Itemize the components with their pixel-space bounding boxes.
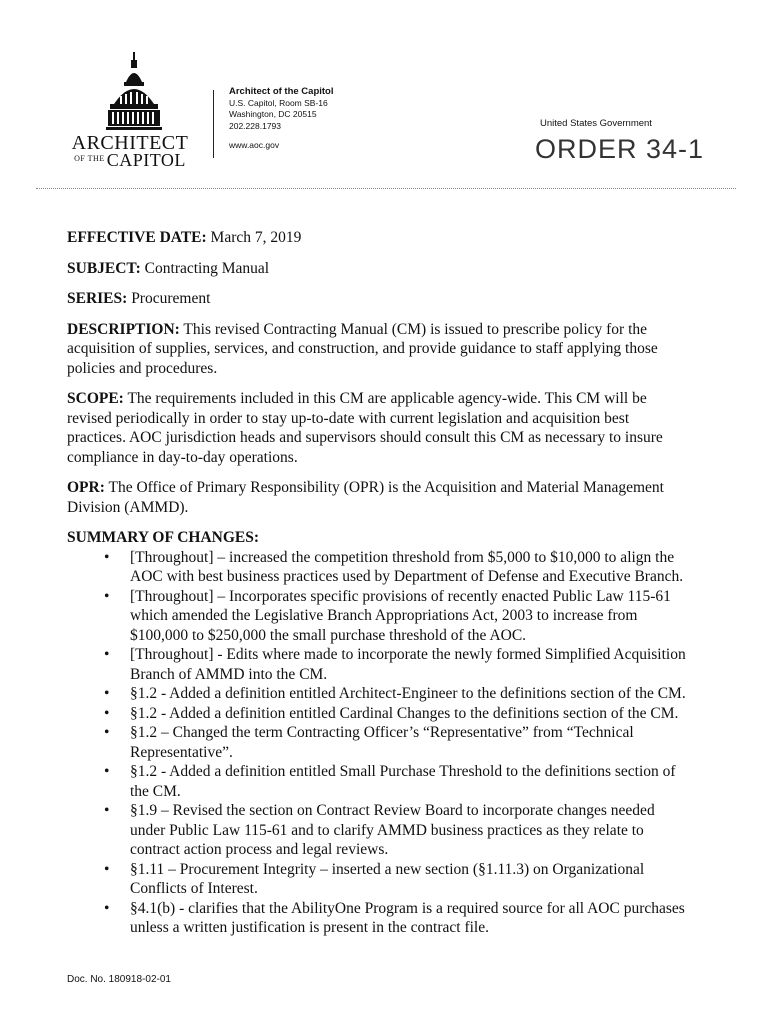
list-item-text: §1.11 – Procurement Integrity – inserted a new section (§1.11.3) on Organizational Conflicts of Interest.: [130, 860, 645, 897]
address-line2: Washington, DC 20515: [229, 109, 317, 119]
effective-date-value: March 7, 2019: [206, 229, 302, 246]
scope-value: The requirements included in this CM are applicable agency-wide. This CM will be revised periodically in order to stay up-to-date with current legislation and acquisition best practices. AOC jurisdiction heads and supervisors should consult this CM as necessary to insure compliance in day-to-day operations.: [67, 390, 663, 466]
list-item-text: [Throughout] - Edits where made to incorporate the newly formed Simplified Acquisition Branch of AMMD into the CM.: [130, 646, 686, 683]
description-label: DESCRIPTION:: [67, 320, 180, 338]
effective-date: [67, 228, 687, 248]
list-item: [67, 704, 687, 724]
bullet-icon: •: [104, 724, 110, 741]
list-item: [67, 684, 687, 704]
logo-text-capitol: [70, 150, 190, 171]
logo-text-of-the: OF THE: [74, 154, 105, 163]
opr-label: OPR:: [67, 479, 105, 496]
bullet-icon: •: [104, 802, 110, 819]
list-item-text: §1.9 – Revised the section on Contract Review Board to incorporate changes needed under Public Law 115-61 and to clarify AMMD business practices as they relate to contract action process and legal reviews.: [130, 802, 655, 858]
summary-list: [67, 548, 687, 938]
list-item: [67, 899, 687, 938]
opr: [67, 478, 687, 517]
header-rule: [36, 188, 736, 189]
description: [67, 320, 687, 379]
bullet-icon: •: [104, 646, 110, 663]
document-number: Doc. No. 180918-02-01: [67, 974, 171, 985]
subject-value: Contracting Manual: [140, 259, 270, 277]
bullet-icon: •: [104, 548, 110, 566]
summary-heading: SUMMARY OF CHANGES:: [67, 529, 260, 546]
bullet-icon: •: [104, 704, 110, 722]
bullet-icon: •: [104, 763, 110, 780]
order-number: ORDER 34-1: [535, 134, 705, 164]
list-item: [67, 801, 687, 860]
bullet-icon: •: [104, 899, 110, 917]
subject: [67, 259, 687, 279]
government-label: United States Government: [540, 118, 652, 129]
address-web: www.aoc.gov: [229, 140, 280, 150]
description-value: This revised Contracting Manual (CM) is issued to prescribe policy for the acquisition of supplies, services, and construction, and provide guidance to staff applying those policies and procedures.: [67, 320, 658, 377]
subject-label: SUBJECT:: [67, 259, 141, 277]
list-item: [67, 587, 687, 646]
list-item-text: §1.2 - Added a definition entitled Cardinal Changes to the definitions section of the CM.: [130, 704, 679, 722]
header-divider: [213, 90, 214, 158]
list-item-text: §1.2 - Added a definition entitled Architect-Engineer to the definitions section of the CM.: [130, 685, 686, 702]
list-item: [67, 762, 687, 801]
address-org: Architect of the Capitol: [229, 86, 334, 97]
address-line1: U.S. Capitol, Room SB-16: [229, 97, 328, 108]
bullet-icon: •: [104, 685, 110, 702]
scope-label: SCOPE:: [67, 390, 124, 407]
list-item: [67, 645, 687, 684]
logo-text-capitol-word: CAPITOL: [106, 150, 186, 170]
address-line3: 202.228.1793: [229, 120, 281, 131]
list-item-text: [Throughout] – increased the competition threshold from $5,000 to $10,000 to align the AOC with best business practices used by Department of Defense and Executive Branch.: [130, 548, 684, 585]
capitol-dome-icon: [106, 52, 162, 132]
series-value: Procurement: [127, 290, 211, 307]
series: [67, 289, 687, 309]
list-item: [67, 548, 687, 587]
list-item-text: §4.1(b) - clarifies that the AbilityOne Program is a required source for all AOC purchases unless a written justification is present in the contract file.: [130, 899, 685, 936]
effective-date-label: EFFECTIVE DATE:: [67, 229, 207, 246]
series-label: SERIES:: [67, 290, 128, 307]
list-item-text: [Throughout] – Incorporates specific provisions of recently enacted Public Law 115-61 which amended the Legislative Branch Appropriations Act, 2003 to increase from $100,000 to $250,000 the small purchase threshold of the AOC.: [130, 587, 671, 644]
bullet-icon: •: [104, 860, 110, 878]
bullet-icon: •: [104, 587, 110, 605]
aoc-logo: [70, 52, 220, 170]
scope: [67, 389, 687, 467]
list-item-text: §1.2 - Added a definition entitled Small Purchase Threshold to the definitions section of the CM.: [130, 763, 676, 800]
document-body: [67, 228, 687, 938]
list-item: [67, 860, 687, 899]
opr-value: The Office of Primary Responsibility (OPR) is the Acquisition and Material Management Division (AMMD).: [67, 479, 664, 516]
list-item: [67, 723, 687, 762]
list-item-text: §1.2 – Changed the term Contracting Officer’s “Representative” from “Technical Representative”.: [130, 724, 634, 761]
address-block: [229, 86, 334, 152]
logo-text-architect: ARCHITECT: [71, 132, 189, 154]
